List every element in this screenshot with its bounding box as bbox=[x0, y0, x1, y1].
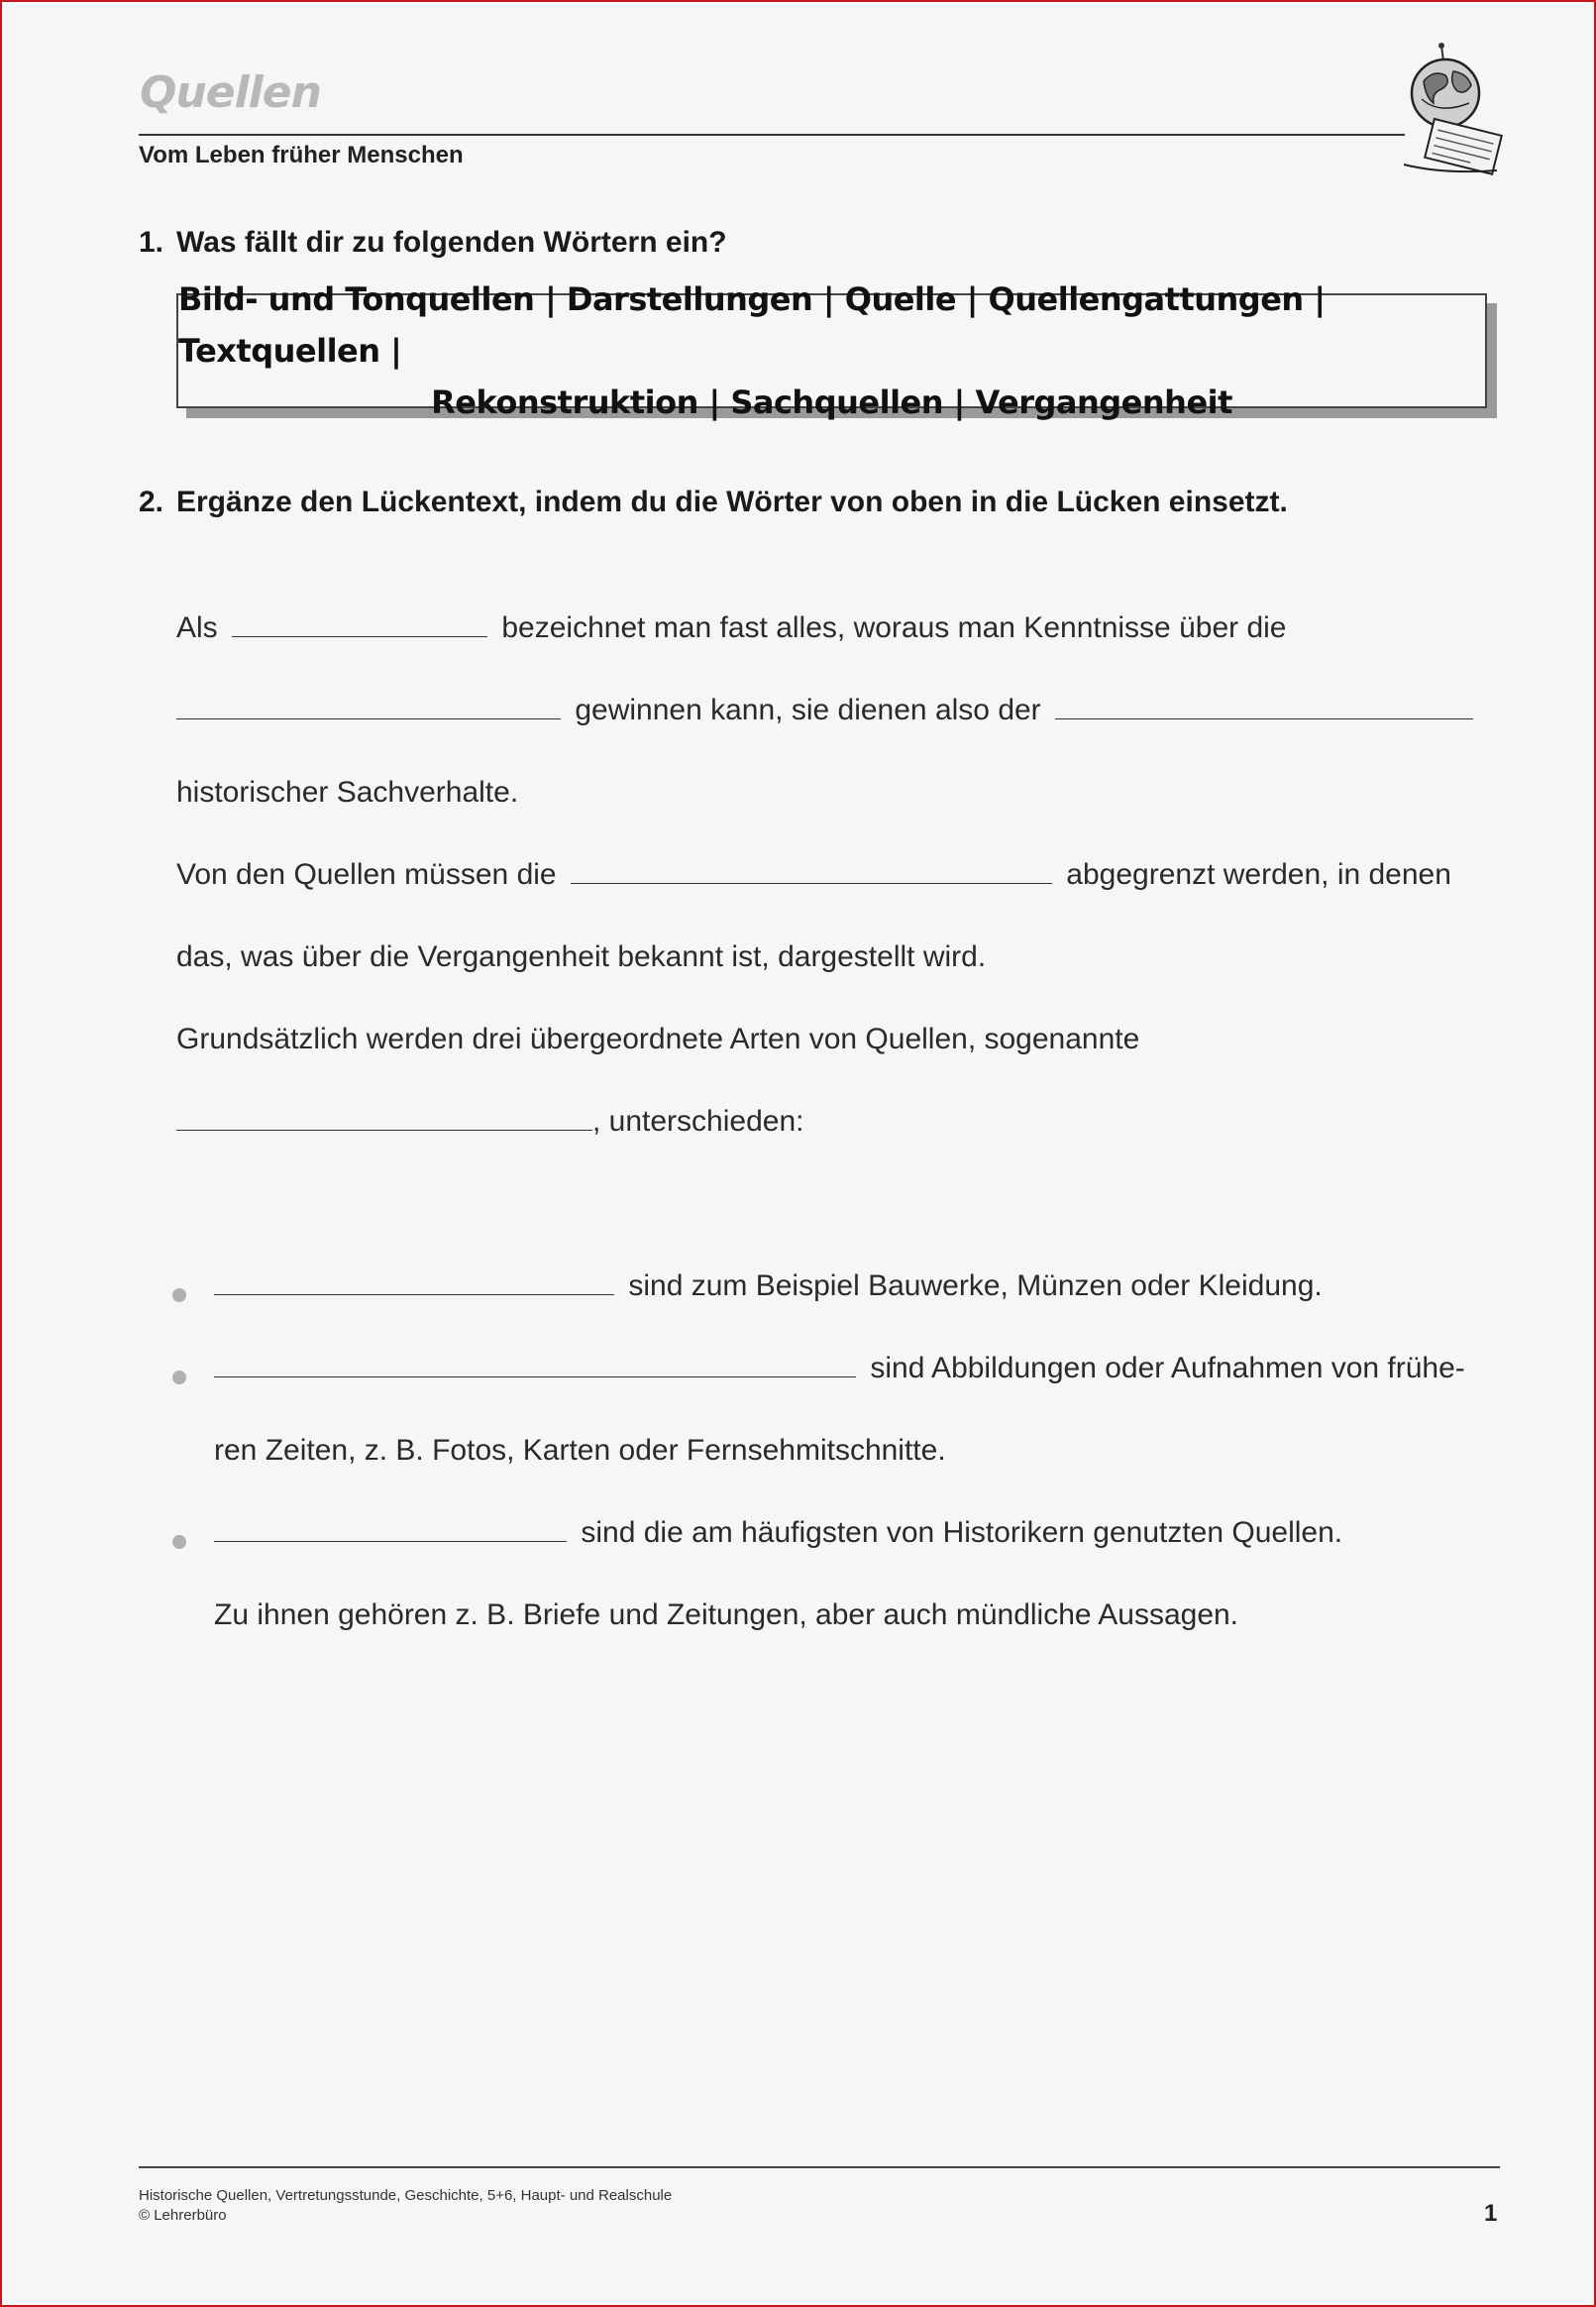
cloze-text-segment: Als bbox=[176, 611, 218, 644]
header-divider bbox=[139, 134, 1405, 136]
worksheet-title: Quellen bbox=[140, 67, 321, 118]
blank-field[interactable] bbox=[214, 1349, 856, 1377]
word-bank-line-2: Rekonstruktion | Sachquellen | Vergangenheit bbox=[431, 384, 1232, 421]
footer-credits bbox=[139, 2186, 672, 2226]
blank-field[interactable] bbox=[214, 1513, 567, 1542]
word-bank-line-1: Bild- und Tonquellen | Darstellungen | Quelle | Quellengattungen | Textquellen | bbox=[178, 280, 1326, 370]
bullet-point bbox=[172, 1288, 186, 1302]
blank-field[interactable] bbox=[1055, 691, 1473, 719]
task-2-number: 2. bbox=[139, 486, 164, 518]
cloze-line-2 bbox=[176, 691, 1479, 730]
worksheet-subtitle: Vom Leben früher Menschen bbox=[139, 142, 464, 168]
bullet-item-1 bbox=[214, 1266, 1323, 1306]
blank-field[interactable] bbox=[214, 1266, 614, 1295]
cloze-line-1 bbox=[176, 608, 1287, 648]
footer-divider bbox=[139, 2166, 1500, 2168]
bullet-item-2-continuation: ren Zeiten, z. B. Fotos, Karten oder Fernsehmitschnitte. bbox=[214, 1434, 946, 1467]
globe-icon bbox=[1394, 42, 1503, 180]
footer-source: Historische Quellen, Vertretungsstunde, Geschichte, 5+6, Haupt- und Realschule bbox=[139, 2187, 673, 2204]
task-1-heading bbox=[139, 226, 727, 260]
blank-field[interactable] bbox=[232, 608, 487, 637]
bullet-point bbox=[172, 1535, 186, 1549]
cloze-text-segment: , unterschieden: bbox=[592, 1105, 804, 1138]
task-1-number: 1. bbox=[139, 226, 164, 259]
cloze-text-segment: bezeichnet man fast alles, woraus man Kenntnisse über die bbox=[501, 611, 1287, 644]
bullet-item-3-continuation: Zu ihnen gehören z. B. Briefe und Zeitungen, aber auch mündliche Aussagen. bbox=[214, 1598, 1239, 1631]
word-bank-box bbox=[176, 280, 1487, 421]
cloze-line-7 bbox=[176, 1102, 803, 1142]
bullet-point bbox=[172, 1371, 186, 1384]
cloze-line-4 bbox=[176, 855, 1451, 895]
blank-field[interactable] bbox=[176, 691, 561, 719]
footer-copyright: © Lehrerbüro bbox=[139, 2207, 227, 2224]
task-2-heading bbox=[139, 486, 1288, 519]
blank-field[interactable] bbox=[176, 1102, 592, 1131]
bullet-item-3 bbox=[214, 1513, 1342, 1553]
cloze-text-segment: gewinnen kann, sie dienen also der bbox=[575, 694, 1041, 726]
cloze-line-6: Grundsätzlich werden drei übergeordnete Arten von Quellen, sogenannte bbox=[176, 1023, 1140, 1055]
bullet-item-2 bbox=[214, 1349, 1465, 1388]
task-1-instruction: Was fällt dir zu folgenden Wörtern ein? bbox=[176, 226, 727, 259]
cloze-text-segment: sind die am häufigsten von Historikern genutzten Quellen. bbox=[581, 1516, 1343, 1549]
blank-field[interactable] bbox=[571, 855, 1052, 884]
cloze-text-segment: Von den Quellen müssen die bbox=[176, 858, 557, 891]
cloze-line-3: historischer Sachverhalte. bbox=[176, 776, 519, 809]
cloze-text-segment: sind zum Beispiel Bauwerke, Münzen oder Kleidung. bbox=[628, 1269, 1323, 1302]
cloze-line-5: das, was über die Vergangenheit bekannt ist, dargestellt wird. bbox=[176, 940, 987, 973]
cloze-text-segment: abgegrenzt werden, in denen bbox=[1066, 858, 1451, 891]
task-2-instruction: Ergänze den Lückentext, indem du die Wörter von oben in die Lücken einsetzt. bbox=[176, 486, 1288, 518]
page-number: 1 bbox=[1484, 2200, 1498, 2227]
cloze-text-segment: sind Abbildungen oder Aufnahmen von frühe- bbox=[870, 1352, 1465, 1384]
